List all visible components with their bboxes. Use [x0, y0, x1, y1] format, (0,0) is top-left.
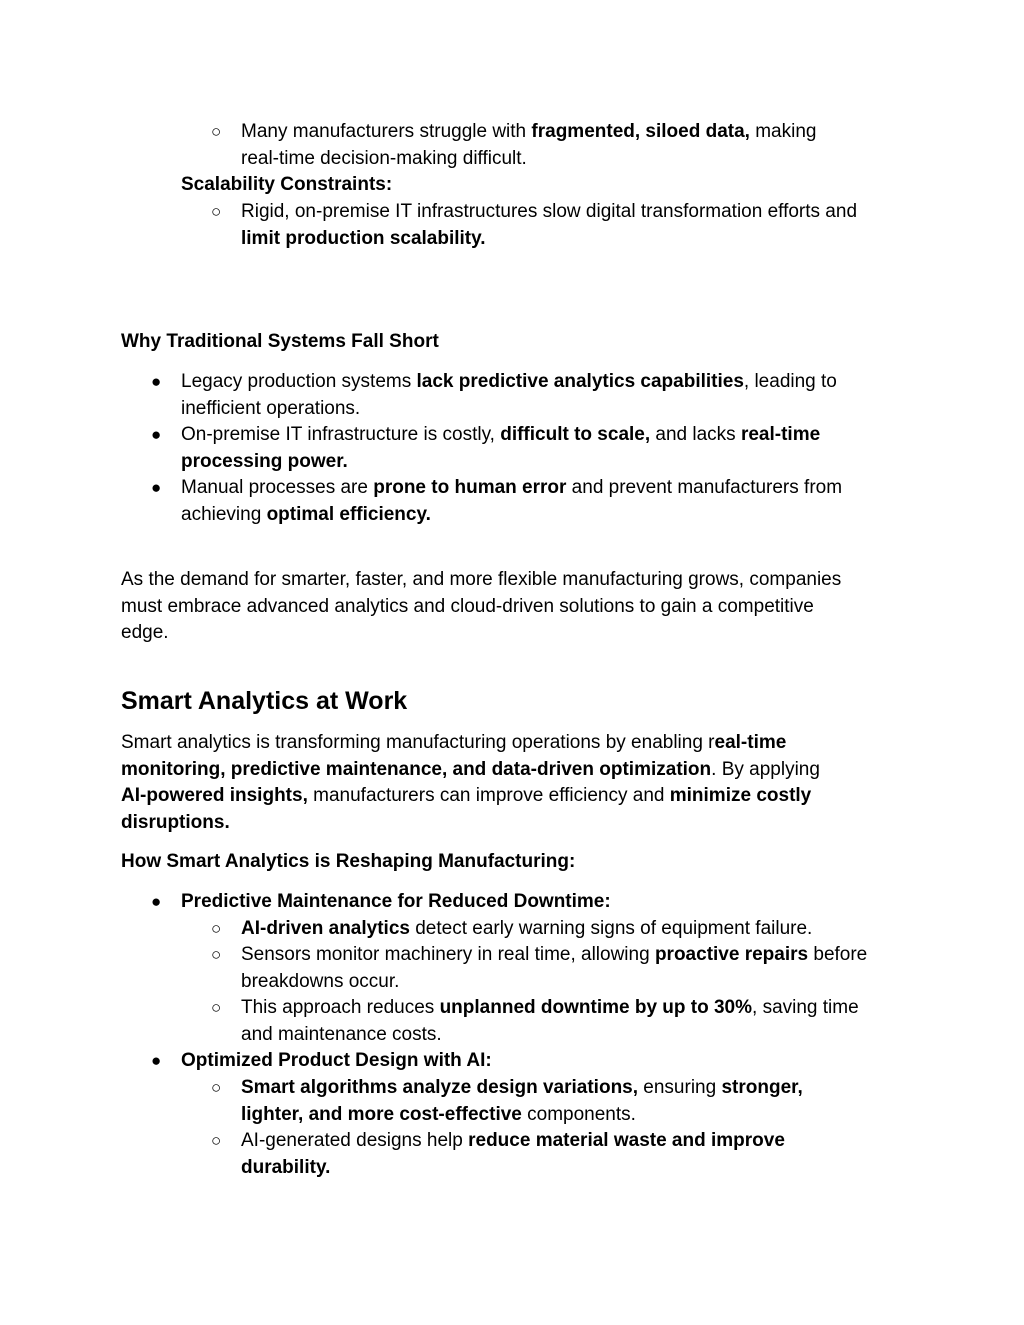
- hollow-bullet-icon: ○: [211, 919, 222, 938]
- ai-generated-designs-item: ○ AI-generated designs help reduce material waste and improve durability.: [211, 1130, 785, 1178]
- filled-bullet-icon: ●: [151, 372, 162, 391]
- filled-bullet-icon: ●: [151, 425, 162, 444]
- smart-analytics-intro: Smart analytics is transforming manufacturing operations by enabling real-time monitoring, predictive maintenance, and data-driven optimization. By applying AI-powered insights, manufacturers can improve efficiency and minimize costly disruptions.: [121, 732, 820, 833]
- smart-algorithms-item: ○ Smart algorithms analyze design variations, ensuring stronger, lighter, and more cost-effective components.: [211, 1077, 803, 1125]
- predictive-maintenance-bullet: ● Predictive Maintenance for Reduced Downtime:: [0, 889, 1024, 916]
- why-bullet-legacy: ● Legacy production systems lack predictive analytics capabilities, leading to inefficient operations.: [151, 371, 837, 419]
- hollow-bullet-icon: ○: [211, 945, 222, 964]
- filled-bullet-icon: ●: [151, 478, 162, 497]
- optimized-design-bullet: ● Optimized Product Design with AI:: [0, 1048, 1024, 1075]
- sensors-monitor-item: ○ Sensors monitor machinery in real time, allowing proactive repairs before breakdowns occur.: [211, 944, 868, 992]
- scalability-constraints-label: Scalability Constraints:: [181, 174, 393, 195]
- fragmented-data-item: ○ Many manufacturers struggle with fragmented, siloed data, making real-time decision-making difficult.: [211, 121, 817, 169]
- hollow-bullet-icon: ○: [211, 202, 222, 221]
- hollow-bullet-icon: ○: [211, 1078, 222, 1097]
- filled-bullet-icon: ●: [151, 1051, 162, 1070]
- hollow-bullet-icon: ○: [211, 998, 222, 1017]
- demand-paragraph: As the demand for smarter, faster, and more flexible manufacturing grows, companies must embrace advanced analytics and cloud-driven solutions to gain a competitive edge.: [121, 569, 842, 643]
- hollow-bullet-icon: ○: [211, 1131, 222, 1150]
- reduces-downtime-item: ○ This approach reduces unplanned downtime by up to 30%, saving time and maintenance costs.: [211, 997, 859, 1045]
- reshaping-subheading: How Smart Analytics is Reshaping Manufacturing:: [121, 851, 576, 872]
- hollow-bullet-icon: ○: [211, 122, 222, 141]
- rigid-infrastructure-item: ○ Rigid, on-premise IT infrastructures slow digital transformation efforts and limit production scalability.: [211, 201, 858, 249]
- smart-analytics-heading: Smart Analytics at Work: [121, 687, 408, 715]
- why-bullet-manual: ● Manual processes are prone to human error and prevent manufacturers from achieving optimal efficiency.: [151, 477, 843, 525]
- why-bullet-on-premise: ● On-premise IT infrastructure is costly, difficult to scale, and lacks real-time processing power.: [151, 424, 821, 472]
- why-traditional-heading: Why Traditional Systems Fall Short: [121, 331, 439, 352]
- ai-driven-analytics-item: ○ AI-driven analytics detect early warning signs of equipment failure.: [0, 916, 1024, 943]
- filled-bullet-icon: ●: [151, 892, 162, 911]
